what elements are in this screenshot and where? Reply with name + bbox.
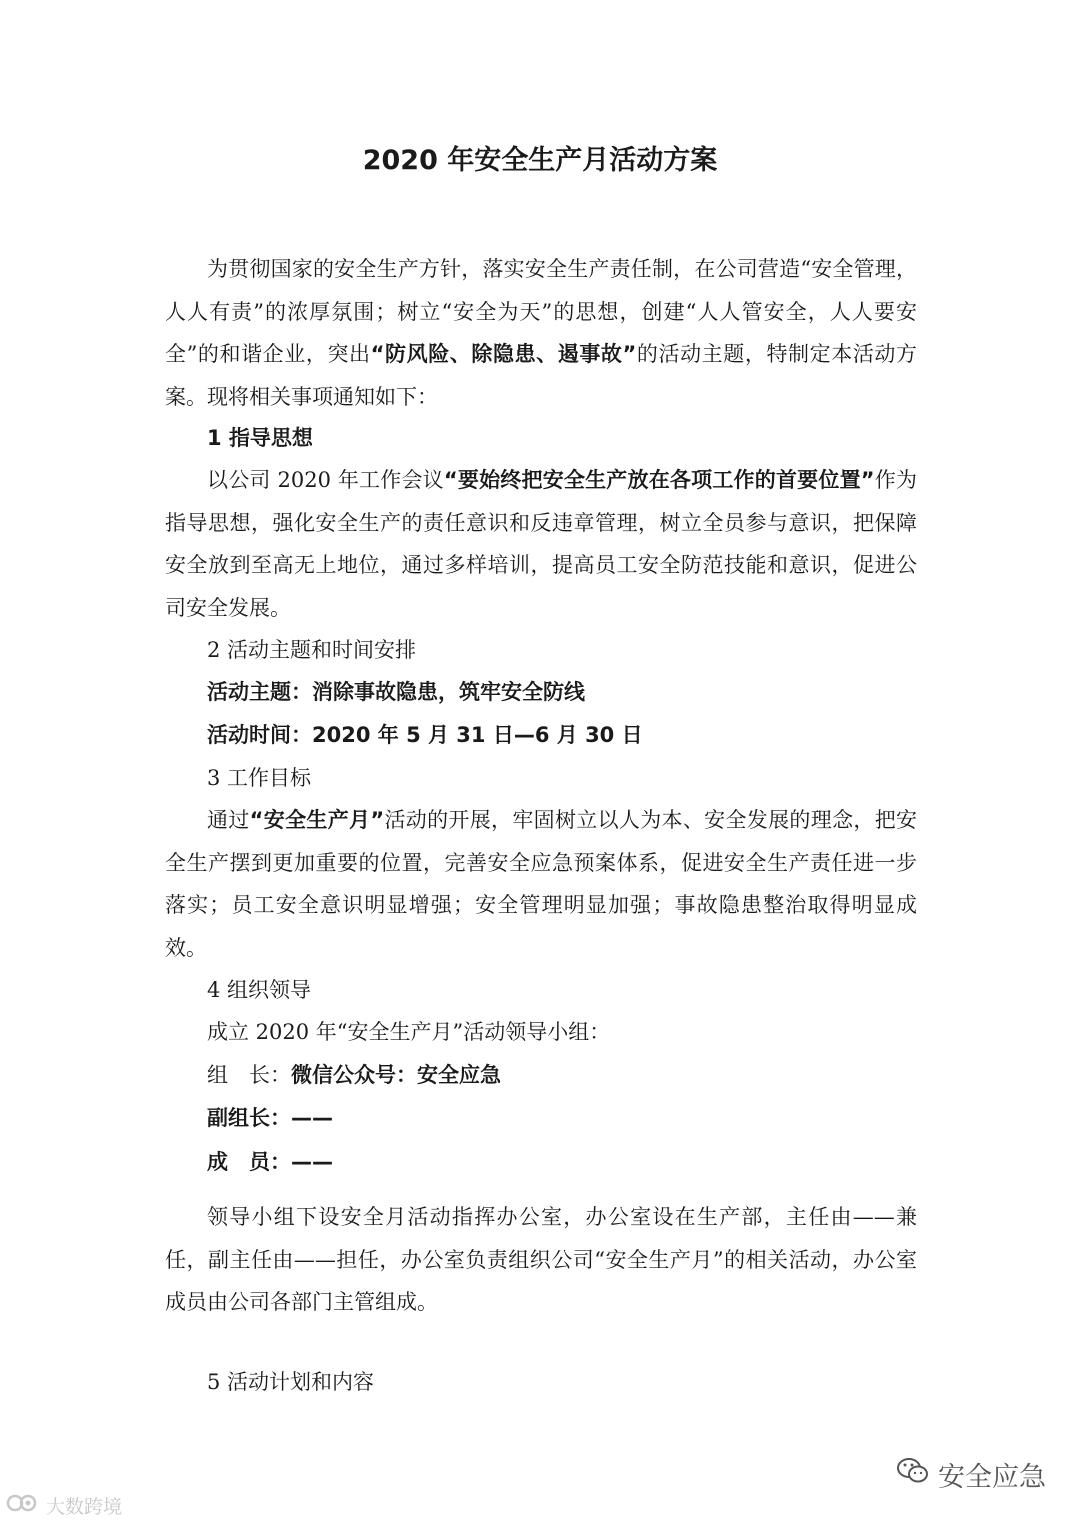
section-2-heading: 2 活动主题和时间安排 xyxy=(207,638,417,662)
watermark-bottom-right-text: 安全应急 xyxy=(938,1462,1046,1493)
section-4-heading: 4 组织领导 xyxy=(207,978,312,1002)
watermark-bottom-right xyxy=(896,1455,1046,1494)
section-3-paragraph xyxy=(165,799,917,969)
section-3-highlight: “安全生产月” xyxy=(249,808,385,832)
activity-theme: 活动主题：消除事故隐患，筑牢安全防线 xyxy=(207,680,585,704)
section-3-text-1: 通过 xyxy=(207,808,250,832)
deputy-leader-line: 副组长：—— xyxy=(207,1106,333,1130)
watermark-bottom-left xyxy=(6,1491,122,1520)
wechat-icon xyxy=(896,1456,930,1493)
members-line: 成 员：—— xyxy=(207,1150,333,1174)
section-1-paragraph xyxy=(165,459,917,629)
section-1-text-1: 以公司 2020 年工作会议 xyxy=(207,468,444,492)
leadership-group-line: 成立 2020 年“安全生产月”活动领导小组： xyxy=(207,1020,611,1044)
section-1-highlight: “要始终把安全生产放在各项工作的首要位置” xyxy=(443,468,875,492)
watermark-bottom-left-text: 大数跨境 xyxy=(46,1496,123,1518)
group-leader-value: 微信公众号：安全应急 xyxy=(291,1063,501,1087)
intro-text-2: 的活动主题，特制定本活动方案。现将相关事项通知如下： xyxy=(165,342,917,409)
section-5-heading: 5 活动计划和内容 xyxy=(207,1370,375,1394)
intro-text-1: 为贯彻国家的安全生产方针，落实安全生产责任制，在公司营造“安全管理，人人有责”的浓厚氛围；树立“安全为天”的思想，创建“人人管安全，人人要安全”的和谐企业，突出 xyxy=(165,257,917,366)
section-1-heading: 1 指导思想 xyxy=(207,426,313,450)
activity-time: 活动时间：2020 年 5 月 31 日—6 月 30 日 xyxy=(207,723,643,747)
office-paragraph: 领导小组下设安全月活动指挥办公室，办公室设在生产部，主任由——兼任，副主任由——担任，办公室负责组织公司“安全生产月”的相关活动，办公室成员由公司各部门主管组成。 xyxy=(165,1205,917,1314)
section-3-text-2: 活动的开展，牢固树立以人为本、安全发展的理念，把安全生产摆到更加重要的位置，完善安全应急预案体系，促进安全生产责任进一步落实；员工安全意识明显增强；安全管理明显加强；事故隐患整治取得明显成效。 xyxy=(165,808,918,960)
document-title: 2020 年安全生产月活动方案 xyxy=(362,145,718,176)
intro-highlight: “防风险、除隐患、遏事故” xyxy=(370,342,637,366)
section-1-text-2: 作为指导思想，强化安全生产的责任意识和反违章管理，树立全员参与意识，把保障安全放到至高无上地位，通过多样培训，提高员工安全防范技能和意识，促进公司安全发展。 xyxy=(165,468,918,620)
dashuju-logo-icon xyxy=(6,1491,40,1520)
intro-paragraph xyxy=(165,248,917,418)
group-leader-label: 组 长： xyxy=(207,1063,291,1087)
section-3-heading: 3 工作目标 xyxy=(207,766,312,790)
group-leader-line xyxy=(207,1054,501,1097)
